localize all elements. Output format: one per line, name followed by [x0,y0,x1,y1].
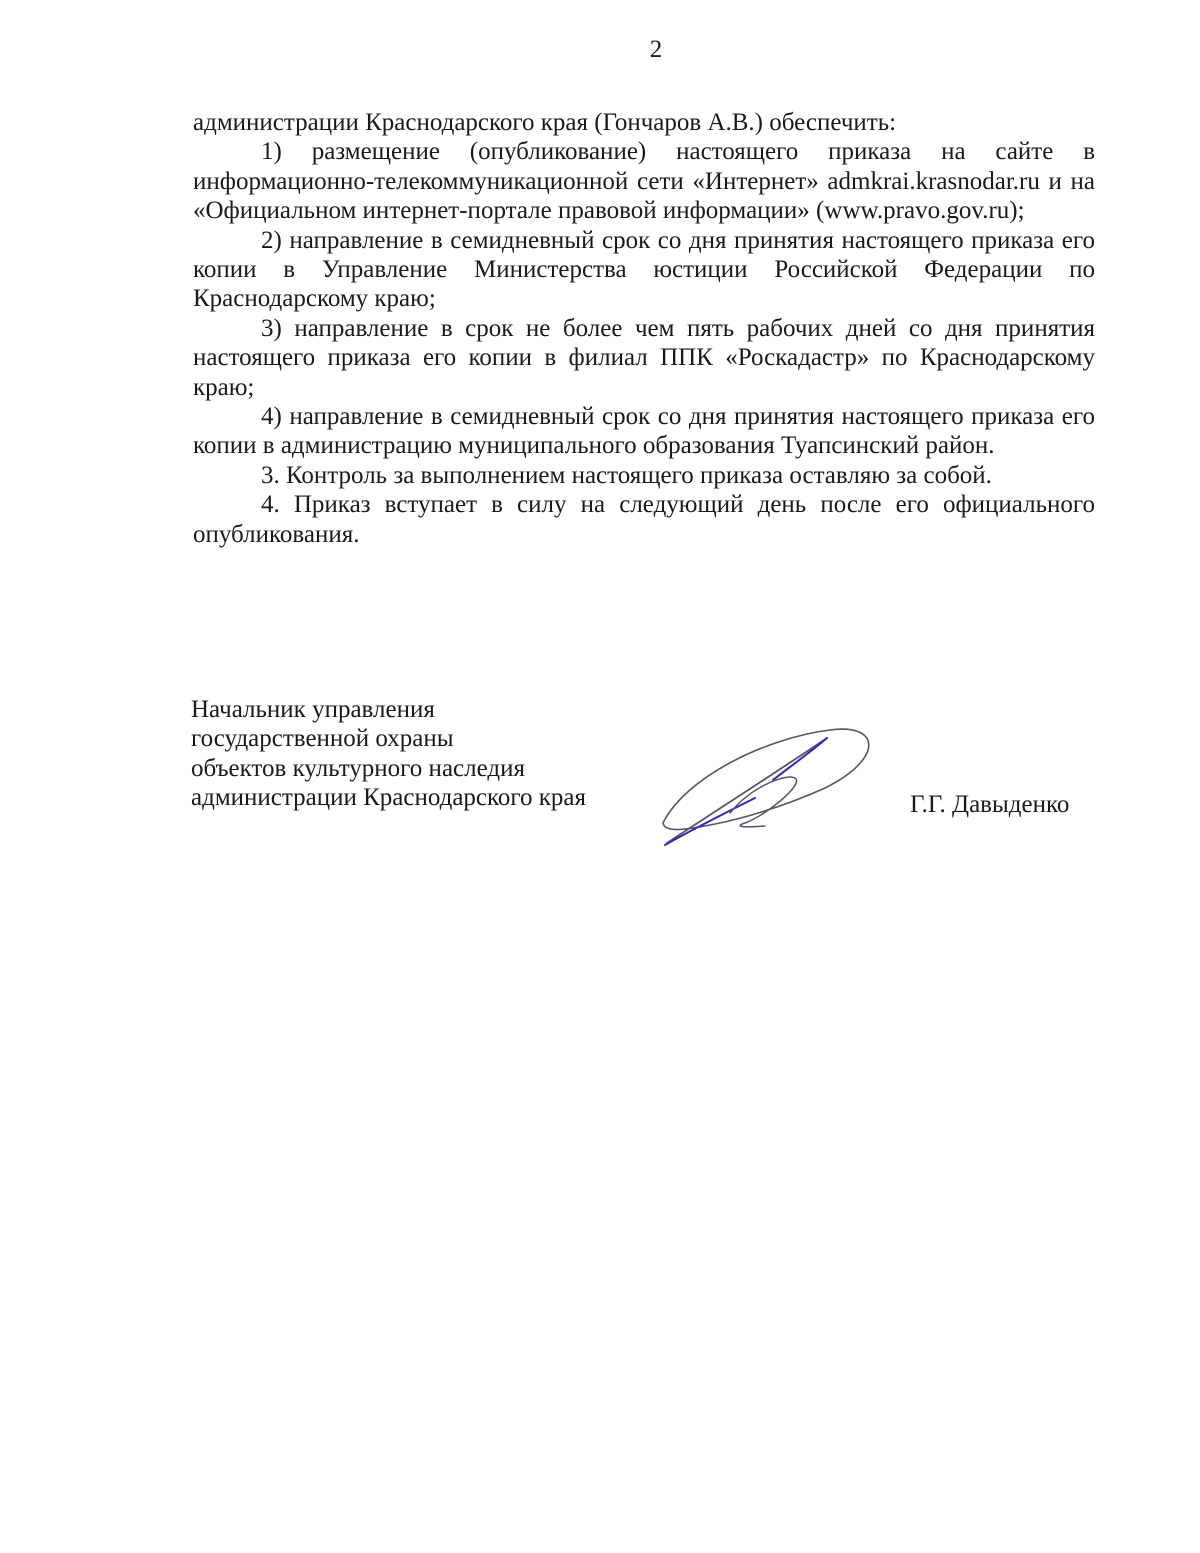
signature-stroke-ink [665,798,755,845]
position-line: администрации Краснодарского края [191,783,587,811]
position-line: Начальник управления [191,696,435,723]
signatory-position [191,695,651,812]
signature-stroke-tail [730,777,797,827]
page-number: 2 [649,36,663,63]
position-line: государственной охраны [191,725,454,753]
paragraph-clause-3: 3. Контроль за выполнением настоящего приказа оставляю за собой. [261,461,992,489]
handwritten-signature [655,718,880,853]
paragraph-item-1: 1) размещение (опубликование) настоящего приказа на сайте в информационно-телекоммуникационной сети «Интернет» admkrai.krasnodar.ru и на «Официальном интернет-портале правовой информации» (www.pravo.gov.ru); [193,138,1095,225]
paragraph-continuation: администрации Краснодарского края (Гончаров А.В.) обеспечить: [193,109,897,136]
document-body [193,108,1095,549]
signer-name: Г.Г. Давыденко [910,791,1070,818]
position-line: объектов культурного наследия [191,754,525,782]
paragraph-item-3: 3) направление в срок не более чем пять рабочих дней со дня принятия настоящего приказа его копии в филиал ППК «Роскадастр» по Краснодарскому краю; [193,314,1095,401]
signature-stroke-ink [773,738,827,780]
paragraph-item-2: 2) направление в семидневный срок со дня принятия настоящего приказа его копии в Управление Министерства юстиции Российской Федерации по Краснодарскому краю; [193,226,1095,313]
paragraph-clause-4: 4. Приказ вступает в силу на следующий день после его официального опубликования. [193,491,1095,548]
paragraph-item-4: 4) направление в семидневный срок со дня принятия настоящего приказа его копии в администрацию муниципального образования Туапсинский район. [193,403,1095,460]
